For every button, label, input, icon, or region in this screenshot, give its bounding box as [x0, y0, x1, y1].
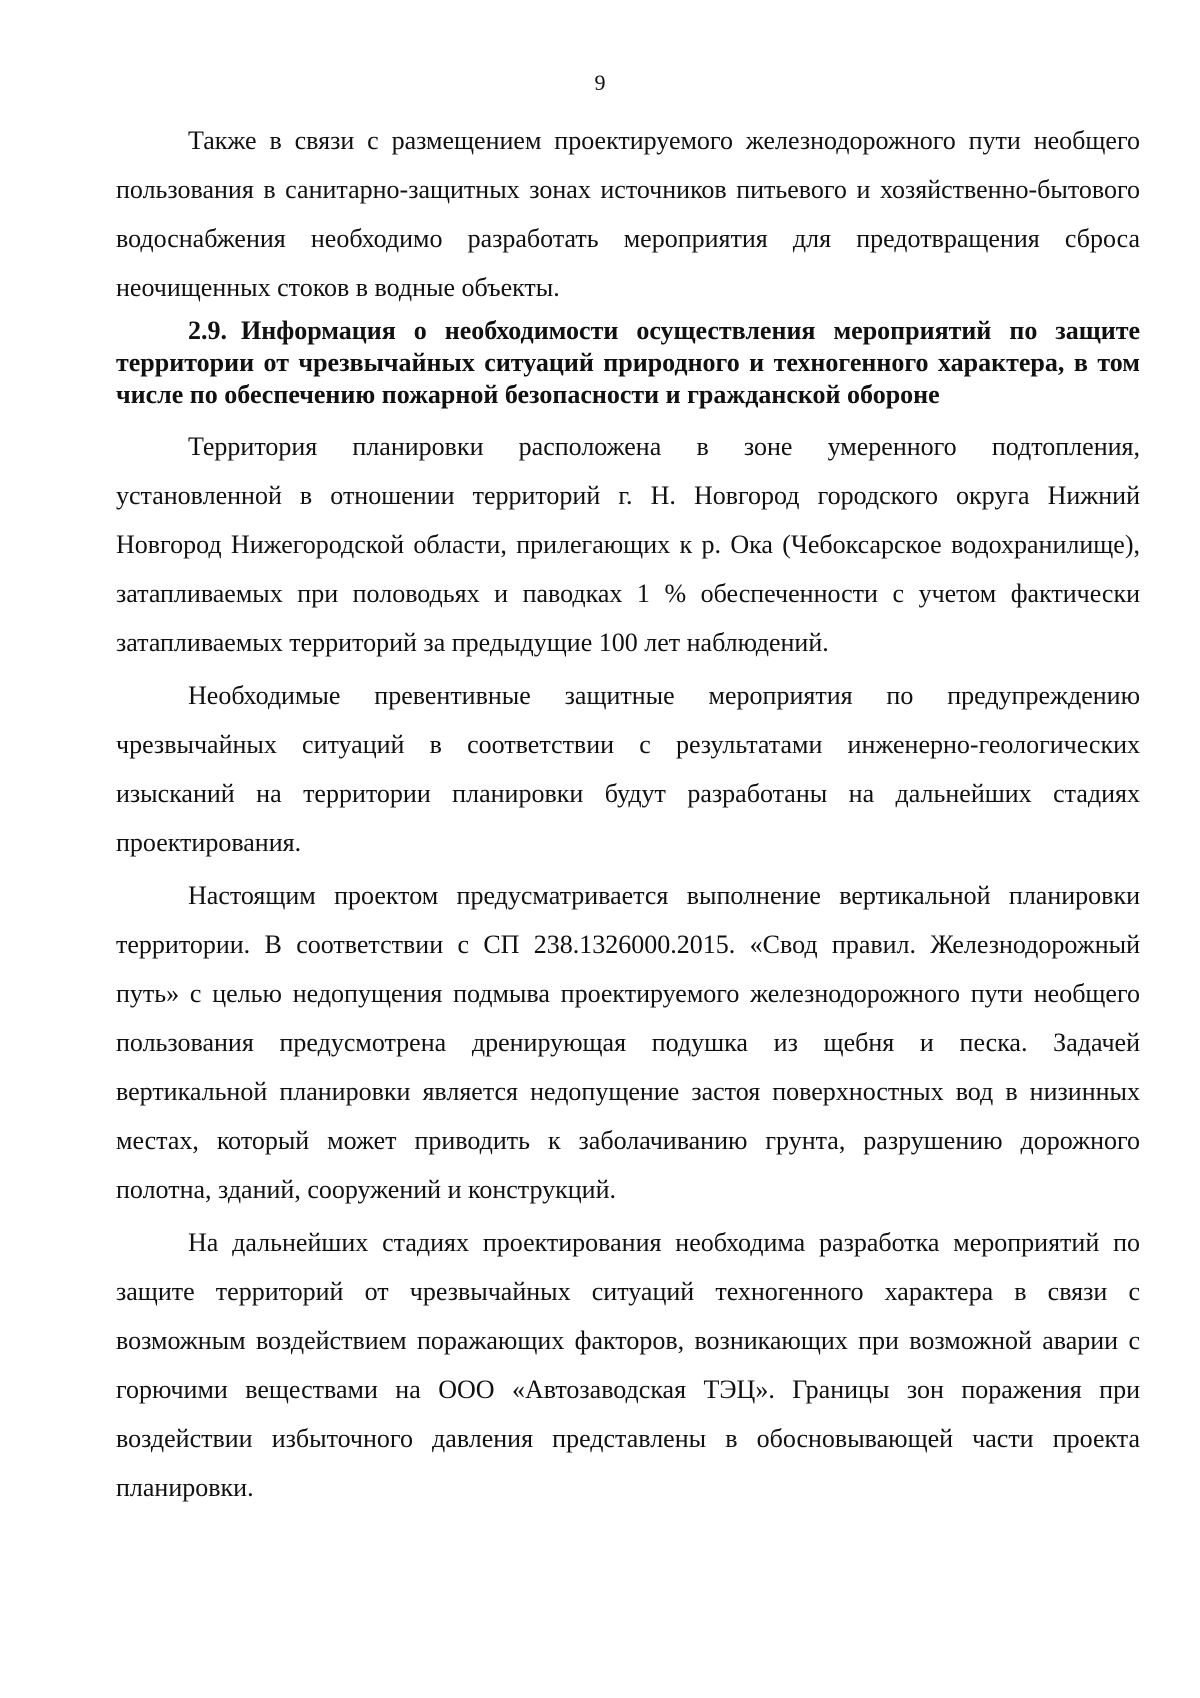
paragraph-vertical-planning: Настоящим проектом предусматривается выполнение вертикальной планировки территории. В соответствии с СП 238.1326000.2015. «Свод правил. Железнодорожный путь» с целью недопущения подмыва проектируемого железнодорожного пути необщего пользования предусмотрена дренирующая подушка из щебня и песка. Задачей вертикальной планировки является недопущение застоя поверхностных вод в низинных местах, который может приводить к заболачиванию грунта, разрушению дорожного полотна, зданий, сооружений и конструкций. — [116, 881, 1140, 1204]
paragraph-preventive-measures: Необходимые превентивные защитные мероприятия по предупреждению чрезвычайных ситуаций в соответствии с результатами инженерно-геологических изысканий на территории планировки будут разработаны на дальнейших стадиях проектирования. — [116, 681, 1140, 857]
section-number: 2.9. — [188, 316, 227, 345]
page-number: 9 — [594, 70, 606, 95]
paragraph-drainage-measures: Также в связи с размещением проектируемого железнодорожного пути необщего пользования в санитарно-защитных зонах источников питьевого и хозяйственно-бытового водоснабжения необходимо разработать мероприятия для предотвращения сброса неочищенных стоков в водные объекты. — [116, 126, 1140, 302]
page-content — [116, 116, 1140, 1512]
section-heading — [116, 315, 1140, 411]
section-title: Информация о необходимости осуществления мероприятий по защите территории от чрезвычайных ситуаций природного и техногенного характера, в том числе по обеспечению пожарной безопасности и гражданской обороне — [116, 316, 1140, 409]
paragraph-flooding-zone: Территория планировки расположена в зоне умеренного подтопления, установленной в отношении территорий г. Н. Новгород городского округа Нижний Новгород Нижегородской области, прилегающих к р. Ока (Чебоксарское водохранилище), затапливаемых при половодьях и паводках 1 % обеспеченности с учетом фактически затапливаемых территорий за предыдущие 100 лет наблюдений. — [116, 432, 1140, 657]
paragraph-technogenic-emergencies: На дальнейших стадиях проектирования необходима разработка мероприятий по защите территорий от чрезвычайных ситуаций техногенного характера в связи с возможным воздействием поражающих факторов, возникающих при возможной аварии с горючими веществами на ООО «Автозаводская ТЭЦ». Границы зон поражения при воздействии избыточного давления представлены в обосновывающей части проекта планировки. — [116, 1228, 1140, 1502]
